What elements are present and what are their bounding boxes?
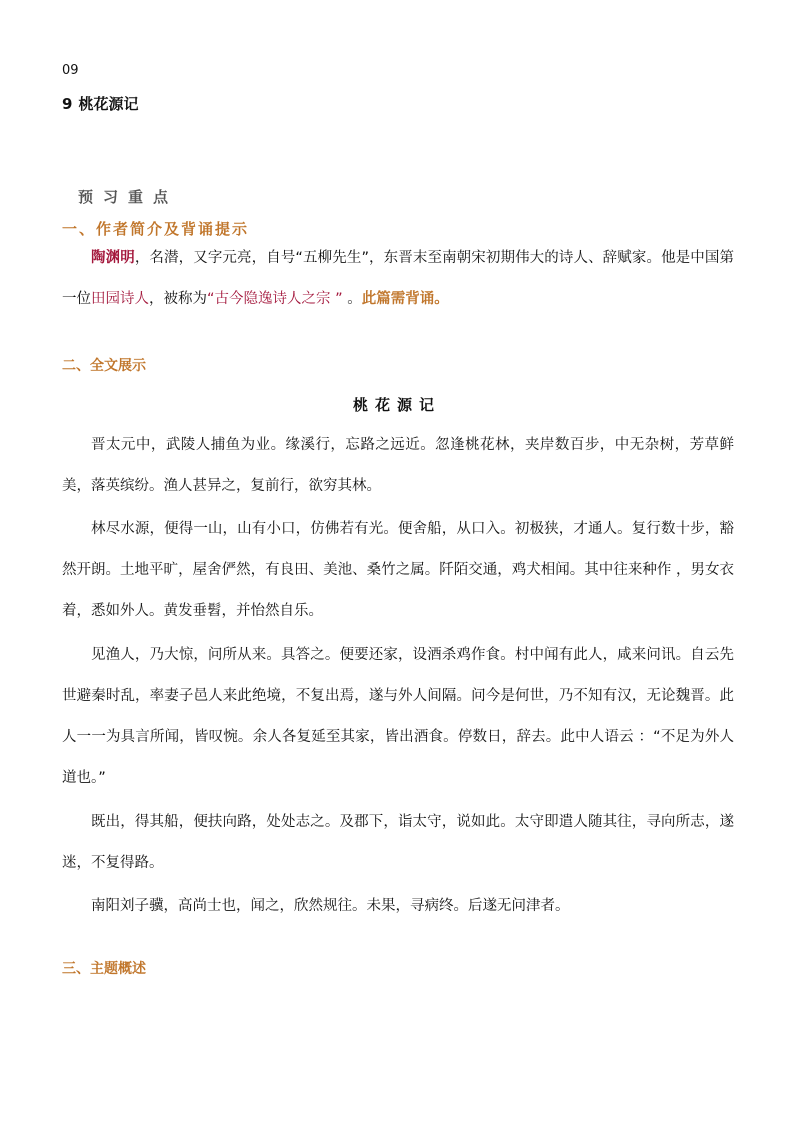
section-heading-fulltext: 二、全文展示 <box>62 358 146 374</box>
zong-highlight: “古今隐逸诗人之宗 ” <box>207 291 343 307</box>
text-paragraph-5: 南阳刘子骥，高尚士也，闻之，欣然规往。未果，寻病终。后遂无问津者。 <box>91 898 570 914</box>
text-paragraph-1: 晋太元中，武陵人捕鱼为业。缘溪行，忘路之远近。忽逢桃花林，夹岸数百步，中无杂树，芳草鲜美，落英缤纷。渔人甚异之，复前行，欲穷其林。 <box>62 437 734 494</box>
author-name: 陶渊明 <box>91 250 135 266</box>
poem-title: 桃花源记 <box>352 396 441 414</box>
text-paragraph-4: 既出，得其船，便扶向路，处处志之。及郡下，诣太守，说如此。太守即遣人随其往，寻向所志，遂迷，不复得路。 <box>62 814 734 871</box>
text-paragraph-2: 林尽水源，便得一山，山有小口，仿佛若有光。便舍船，从口入。初极狭，才通人。复行数十步，豁然开朗。土地平旷，屋舍俨然，有良田、美池、桑竹之属。阡陌交通，鸡犬相闻。其中往来种作 ，男女衣着，悉如外人。黄发垂髫，并怡然自乐。 <box>62 521 734 619</box>
lesson-number: 9 <box>62 95 73 113</box>
author-text-c: 。 <box>342 291 362 307</box>
author-text-a: ，名潜，又字元亮，自号“五柳先生”，东晋末至南朝宋初期伟大的诗人、辞赋家。他是中国第一位 <box>62 250 734 307</box>
preview-heading: 预习重点 <box>78 188 179 206</box>
lesson-title-text: 桃花源记 <box>78 95 139 113</box>
author-text-b: ，被称为 <box>149 291 207 307</box>
tianyuan-highlight: 田园诗人 <box>91 291 149 307</box>
text-paragraph-3: 见渔人，乃大惊，问所从来。具答之。便要还家，设酒杀鸡作食。村中闻有此人，咸来问讯。自云先世避秦时乱，率妻子邑人来此绝境，不复出焉，遂与外人间隔。问今是何世，乃不知有汉，无论魏晋。此人一一为具言所闻，皆叹惋。余人各复延至其家，皆出酒食。停数日，辞去。此中人语云 ：“不足为外人道也。” <box>62 647 734 786</box>
section-heading-theme: 三、主题概述 <box>62 961 146 977</box>
memorize-note: 此篇需背诵。 <box>361 291 449 307</box>
section-heading-author: 一、作者简介及背诵提示 <box>62 220 250 238</box>
author-paragraph <box>62 238 734 320</box>
page-number: 09 <box>62 63 79 78</box>
lesson-title <box>62 93 138 114</box>
